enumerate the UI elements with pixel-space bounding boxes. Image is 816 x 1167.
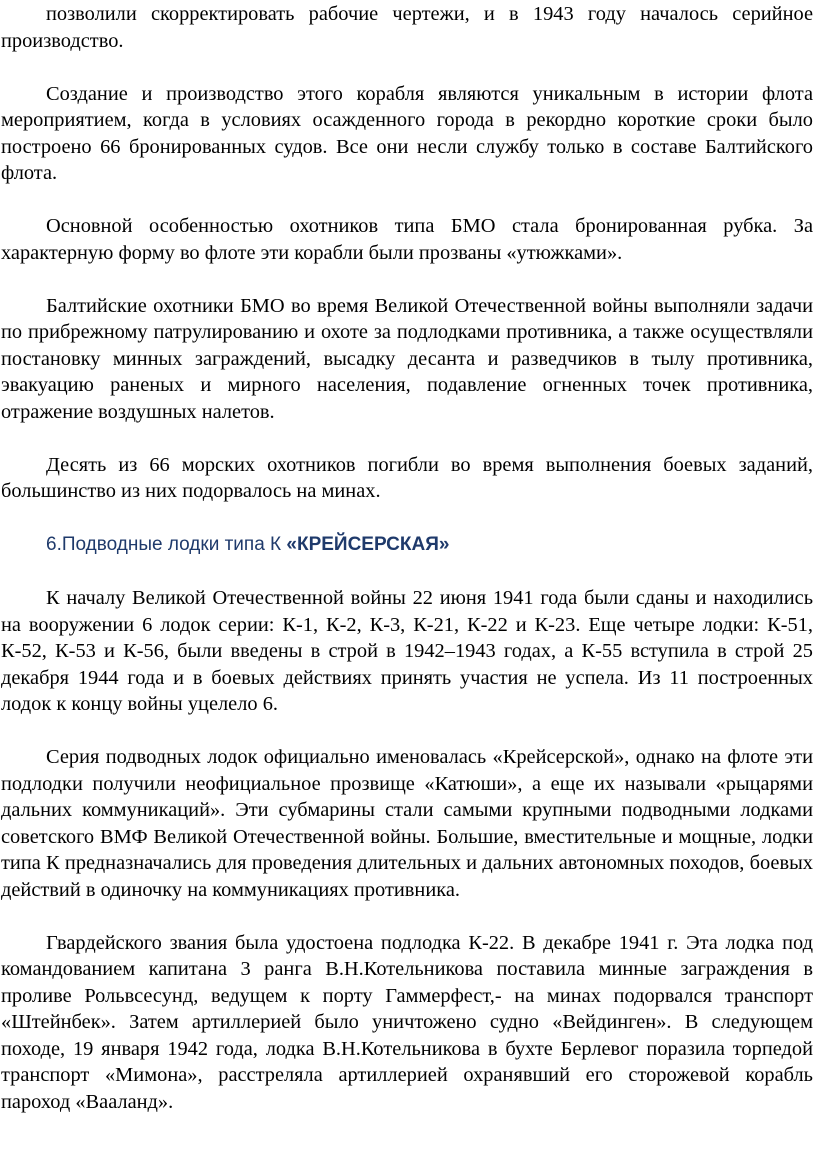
section-number: 6. — [46, 534, 62, 555]
paragraph-armored-cabin: Основной особенностью охотников типа БМО стала бронированная рубка. За характерную форму во флоте эти корабли были прозваны «утюжками». — [1, 215, 813, 264]
section-heading — [1, 531, 813, 559]
paragraph-gap — [1, 266, 813, 293]
paragraph-creation: Создание и производство этого корабля являются уникальным в истории флота мероприятием, когда в условиях осажденного города в рекордно короткие сроки было построено 66 бронированных судов. Все они несли службу только в составе Балтийского флота. — [1, 82, 813, 184]
paragraph-gap — [1, 187, 813, 214]
section-heading-lead: Подводные лодки типа К — [61, 534, 287, 555]
paragraph-gap — [1, 425, 813, 452]
paragraph-k-series-fleet: К началу Великой Отечественной войны 22 июня 1941 года были сданы и находились на вооружении 6 лодок серии: К-1, К-2, К-3, К-21, К-22 и К-23. Еще четыре лодки: К-51, К-52, К-53 и К-56, были введены в строй в 1942–1943 годах, а К-55 вступила в строй 25 декабря 1944 года и в боевых действиях принять участия не успела. Из 11 построенных лодок к концу войны уцелело 6. — [1, 587, 813, 715]
paragraph-gap — [1, 54, 813, 81]
section-heading-title: «КРЕЙСЕРСКАЯ» — [286, 534, 450, 555]
paragraph-gap — [1, 505, 813, 532]
paragraph-k22-guards: Гвардейского звания была удостоена подлодка К-22. В декабре 1941 г. Эта лодка под командованием капитана 3 ранга В.Н.Котельникова поставила минные заграждения в проливе Рольвсесунд, ведущем к порту Гаммерфест,- на минах подорвался транспорт «Штейнбек». Затем артиллерией было уничтожено судно «Вейдинген». В следующем походе, 19 января 1942 года, лодка В.Н.Котельникова в бухте Берлевог поразила торпедой транспорт «Мимона», расстреляла артиллерией охранявший его сторожевой корабль пароход «Вааланд». — [1, 931, 813, 1113]
paragraph-serial-production: позволили скорректировать рабочие чертежи, и в 1943 году началось серийное производство. — [1, 3, 813, 52]
paragraph-gap — [1, 559, 813, 586]
paragraph-gap — [1, 903, 813, 930]
paragraph-losses: Десять из 66 морских охотников погибли во время выполнения боевых заданий, большинство из них подорвалось на минах. — [1, 453, 813, 502]
paragraph-gap — [1, 718, 813, 745]
paragraph-baltic-hunters: Балтийские охотники БМО во время Великой Отечественной войны выполняли задачи по прибрежному патрулированию и охоте за подлодками противника, а также осуществляли постановку минных заграждений, высадку десанта и разведчиков в тылу противника, эвакуацию раненых и мирного населения, подавление огненных точек противника, отражение воздушных налетов. — [1, 294, 813, 423]
paragraph-k-series-nickname: Серия подводных лодок официально именовалась «Крейсерской», однако на флоте эти подлодки получили неофициальное прозвище «Катюши», а еще их называли «рыцарями дальних коммуникаций». Эти субмарины стали самыми крупными подводными лодками советского ВМФ Великой Отечественной войны. Большие, вместительные и мощные, лодки типа К предназначались для проведения длительных и дальних автономных походов, боевых действий в одиночку на коммуникациях противника. — [1, 746, 813, 901]
